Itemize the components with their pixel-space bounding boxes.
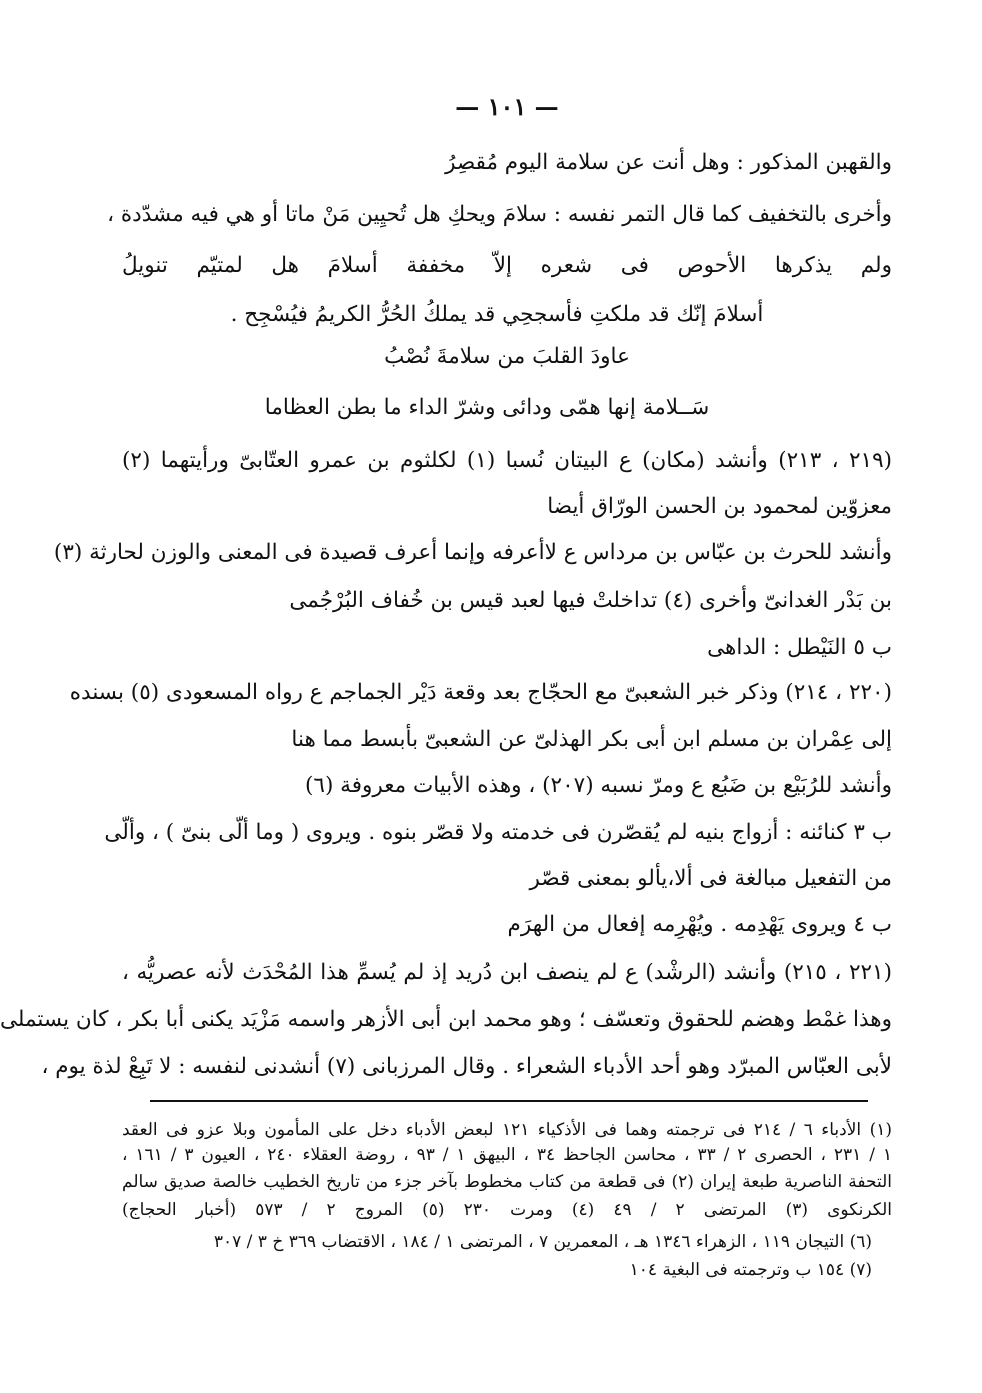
page-number: — ١٠١ —	[455, 92, 559, 121]
footnote-line-3: التحفة الناصرية طبعة إيران (٢) فى قطعة من كتاب مخطوط بآخر جزء من تاريخ الخطيب خالصة صديق سالم	[122, 1172, 893, 1192]
footnote-separator	[150, 1100, 868, 1102]
text-line-16: من التفعيل مبالغة فى ألا،يألو بمعنى قصّر	[529, 866, 892, 891]
footnote-line-2: ١ / ٢٣١ ، الحصرى ٢ / ٣٣ ، محاسن الجاحظ ٣٤ ، البيهق ١ / ٩٣ ، روضة العقلاء ٢٤٠ ، العيون ٣ / ١٦١ ،	[122, 1145, 892, 1165]
text-line-2: وأخرى بالتخفيف كما قال التمر نفسه : سلامَ ويحكِ هل تُحيِين مَنْ ماتا أو هي فيه مشدّدة ،	[107, 202, 892, 227]
footnote-line-5: (٦) التيجان ١١٩ ، الزهراء ١٣٤٦ هـ ، المعمرين ٧ ، المرتضى ١ / ١٨٤ ، الاقتضاب ٣٦٩ خ ٣ / ٣٠٧	[213, 1232, 872, 1252]
verse-line-3: سَــلامة إنها همّى ودائى وشرّ الداء ما بطن العظاما	[264, 395, 710, 420]
text-line-15: ب ٣ كنائنه : أزواج بنيه لم يُقصّرن فى خدمته ولا قصّر بنوه . ويروى ( وما ألّى بنىّ ) ، وألّى	[104, 820, 892, 845]
footnote-line-4: الكرنكوى (٣) المرتضى ٢ / ٤٩ (٤) ومرت ٢٣٠ (٥) المروج ٢ / ٥٧٣ (أخبار الحجاج)	[122, 1200, 892, 1220]
text-line-19: وهذا غمْط وهضم للحقوق وتعسّف ؛ وهو محمد ابن أبى الأزهر واسمه مَزْيَد يكنى أبا بكر ، كان يستملى	[0, 1007, 892, 1032]
text-line-3: ولم يذكرها الأحوص فى شعره إلاّ مخففة أسلامَ هل لمتيّم تنويلُ	[122, 253, 892, 278]
text-line-13: إلى عِمْران بن مسلم ابن أبى بكر الهذلىّ عن الشعبىّ بأبسط مما هنا	[291, 727, 892, 752]
verse-line-1: أسلامَ إنّك قد ملكتِ فأسجحِي قد يملكُ الحُرُّ الكريمُ فيُسْجِح .	[230, 302, 764, 327]
text-line-9: وأنشد للحرث بن عبّاس بن مرداس ع لاأعرفه وإنما أعرف قصيدة فى المعنى والوزن لحارثة (٣)	[53, 540, 892, 565]
text-line-17: ب ٤ ويروى يَهْدِمه . ويُهْرِمه إفعال من الهرَم	[507, 912, 892, 937]
text-line-7: (٢١٩ ، ٢١٣) وأنشد (مكان) ع البيتان نُسبا (١) لكلثوم بن عمرو العتّابىّ ورأيتهما (٢)	[122, 448, 893, 473]
text-line-10: بن بَدْر الغدانىّ وأخرى (٤) تداخلتْ فيها لعبد قيس بن خُفاف البُرْجُمى	[289, 588, 892, 613]
text-line-11: ب ٥ النَيْطل : الداهى	[707, 635, 892, 660]
text-line-18: (٢٢١ ، ٢١٥) وأنشد (الرشْد) ع لم ينصف ابن دُريد إذ لم يُسمِّ هذا المُحْدَث لأنه عصريُّه ،	[122, 960, 892, 985]
text-line-8: معزوّين لمحمود بن الحسن الورّاق أيضا	[547, 494, 892, 519]
text-line-20: لأبى العبّاس المبرّد وهو أحد الأدباء الشعراء . وقال المرزبانى (٧) أنشدنى لنفسه : لا تَبِعْ لذة يوم ،	[41, 1054, 892, 1079]
text-line-14: وأنشد للرُبَيْع بن ضَبُع ع ومرّ نسبه (٢٠٧) ، وهذه الأبيات معروفة (٦)	[305, 773, 892, 798]
verse-line-2: عاودَ القلبَ من سلامةَ نُصْبُ	[384, 344, 630, 369]
text-line-12: (٢٢٠ ، ٢١٤) وذكر خبر الشعبىّ مع الحجّاج بعد وقعة دَيْر الجماجم ع رواه المسعودى (٥) بسنده	[69, 680, 892, 705]
text-line-1: والقهبن المذكور : وهل أنت عن سلامة اليوم مُقصِرُ	[445, 150, 892, 175]
footnote-line-1: (١) الأدباء ٦ / ٢١٤ فى ترجمته وهما فى الأذكياء ١٢١ لبعض الأدباء دخل على المأمون وبلا عزو فى العقد	[122, 1120, 892, 1140]
footnote-line-6: (٧) ١٥٤ ب وترجمته فى البغية ١٠٤	[629, 1260, 872, 1280]
